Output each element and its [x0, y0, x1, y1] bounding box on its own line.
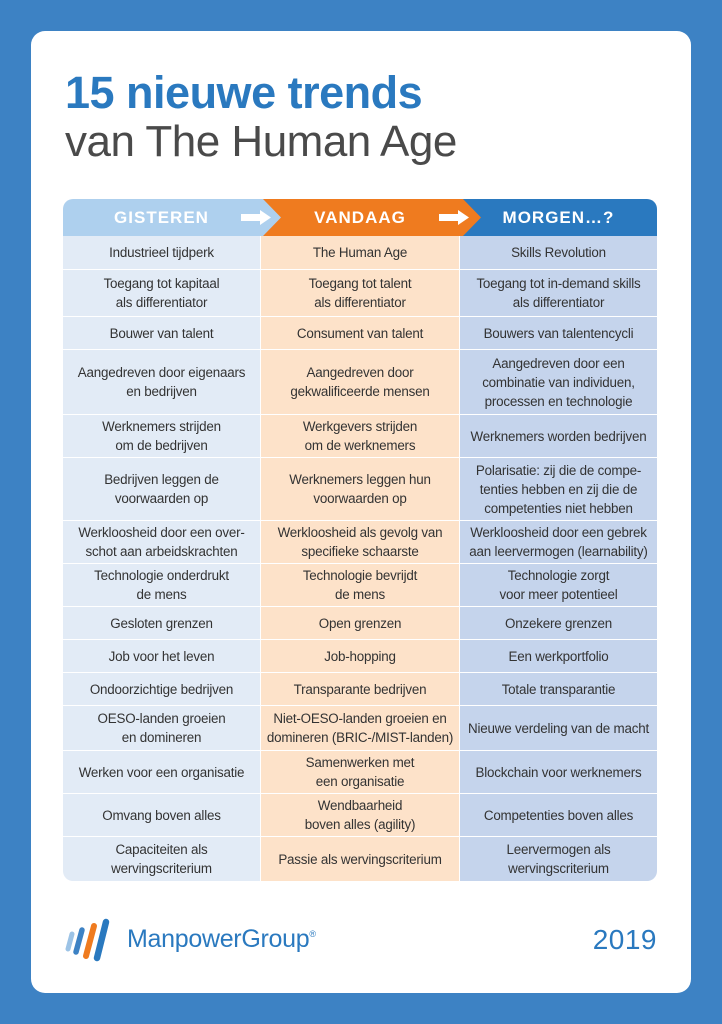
- cell-gisteren: [63, 458, 260, 520]
- cell-text: Totale transparantie: [501, 681, 616, 697]
- trends-table: [63, 199, 657, 881]
- cell-text: Wendbaarheid boven alles (agility): [304, 798, 416, 832]
- cell-morgen: [460, 350, 657, 414]
- table-header: [63, 199, 657, 236]
- cell-text: Niet-OESO-landen groeien en domineren (BRIC-/MIST-landen): [266, 711, 454, 745]
- cell-text: Toegang tot in-demand skills als differentiator: [476, 276, 641, 310]
- cell-text: Competenties boven alles: [483, 807, 634, 823]
- cell-text: Technologie zorgt voor meer potentieel: [499, 568, 618, 602]
- table-row: [63, 457, 657, 520]
- cell-gisteren: [63, 270, 260, 316]
- cell-text: Bedrijven leggen de voorwaarden op: [104, 472, 219, 506]
- cell-text: Omvang boven alles: [102, 807, 221, 823]
- cell-text: Skills Revolution: [511, 245, 606, 260]
- cell-vandaag: [261, 236, 459, 269]
- cell-gisteren: [63, 607, 260, 639]
- cell-morgen: [460, 317, 657, 349]
- cell-morgen: [460, 564, 657, 606]
- cell-gisteren: [63, 706, 260, 750]
- cell-vandaag: [261, 350, 459, 414]
- cell-text: Werknemers worden bedrijven: [470, 428, 647, 444]
- cell-text: Werkloosheid door een gebrek aan leervermogen (learnability): [469, 525, 648, 559]
- cell-morgen: [460, 458, 657, 520]
- cell-text: Toegang tot kapitaal als differentiator: [103, 276, 220, 310]
- cell-text: Leervermogen als wervingscriterium: [506, 842, 611, 876]
- cell-text: Technologie onderdrukt de mens: [94, 568, 229, 602]
- title-line-2: van The Human Age: [65, 117, 457, 166]
- table-row: [63, 414, 657, 457]
- table-row: [63, 349, 657, 414]
- cell-text: Onzekere grenzen: [505, 615, 612, 631]
- table-row: [63, 316, 657, 349]
- cell-gisteren: [63, 640, 260, 672]
- cell-text: Blockchain voor werknemers: [475, 764, 642, 780]
- cell-text: Polarisatie: zij die de compe- tenties hebben en zij die de competenties niet hebben: [475, 462, 642, 516]
- cell-gisteren: [63, 837, 260, 881]
- header-gisteren: GISTEREN: [114, 208, 209, 227]
- cell-text: Samenwerken met een organisatie: [305, 755, 415, 789]
- cell-vandaag: [261, 607, 459, 639]
- cell-vandaag: [261, 640, 459, 672]
- cell-morgen: [460, 837, 657, 881]
- cell-morgen: [460, 236, 657, 269]
- cell-text: Aangedreven door gekwalificeerde mensen: [290, 365, 430, 399]
- cell-vandaag: [261, 706, 459, 750]
- table-row: [63, 236, 657, 269]
- cell-morgen: [460, 415, 657, 457]
- table-row: [63, 269, 657, 316]
- table-row: [63, 836, 657, 881]
- cell-morgen: [460, 607, 657, 639]
- table-row: [63, 606, 657, 639]
- brand-text: ManpowerGroup: [127, 925, 310, 953]
- cell-text: Bouwer van talent: [109, 325, 214, 341]
- cell-text: OESO-landen groeien en domineren: [97, 711, 226, 745]
- cell-gisteren: [63, 794, 260, 836]
- cell-text: Open grenzen: [318, 615, 402, 631]
- cell-vandaag: [261, 673, 459, 705]
- cell-vandaag: [261, 794, 459, 836]
- table-row: [63, 672, 657, 705]
- cell-morgen: [460, 673, 657, 705]
- cell-gisteren: [63, 236, 260, 269]
- trademark: ®: [309, 929, 316, 939]
- table-body: [63, 236, 657, 881]
- cell-text: Werknemers strijden om de bedrijven: [102, 419, 221, 453]
- cell-morgen: [460, 640, 657, 672]
- cell-text: Passie als wervingscriterium: [278, 851, 442, 867]
- cell-gisteren: [63, 415, 260, 457]
- cell-vandaag: [261, 458, 459, 520]
- cell-text: Job-hopping: [324, 648, 396, 664]
- cell-text: Industrieel tijdperk: [109, 245, 214, 260]
- year: 2019: [592, 924, 657, 955]
- cell-morgen: [460, 270, 657, 316]
- table-row: [63, 750, 657, 793]
- cell-vandaag: [261, 270, 459, 316]
- cell-text: Werkgevers strijden om de werknemers: [302, 419, 418, 453]
- cell-text: Nieuwe verdeling van de macht: [467, 720, 650, 736]
- cell-vandaag: [261, 317, 459, 349]
- cell-gisteren: [63, 751, 260, 793]
- cell-gisteren: [63, 564, 260, 606]
- cell-text: Werkloosheid als gevolg van specifieke schaarste: [277, 525, 443, 559]
- cell-text: Gesloten grenzen: [110, 615, 213, 631]
- cell-vandaag: [261, 521, 459, 563]
- cell-text: Ondoorzichtige bedrijven: [89, 681, 234, 697]
- manpower-stripes-icon: [65, 916, 125, 966]
- cell-gisteren: [63, 673, 260, 705]
- header-vandaag: VANDAAG: [314, 208, 406, 227]
- cell-morgen: [460, 794, 657, 836]
- cell-text: Technologie bevrijdt de mens: [302, 568, 418, 602]
- cell-gisteren: [63, 350, 260, 414]
- cell-text: Toegang tot talent als differentiator: [308, 276, 412, 310]
- title-line-1: 15 nieuwe trends: [65, 67, 423, 118]
- cell-vandaag: [261, 751, 459, 793]
- cell-text: Werknemers leggen hun voorwaarden op: [289, 472, 431, 506]
- cell-morgen: [460, 706, 657, 750]
- cell-text: The Human Age: [312, 245, 408, 260]
- cell-morgen: [460, 521, 657, 563]
- cell-gisteren: [63, 521, 260, 563]
- cell-gisteren: [63, 317, 260, 349]
- header-morgen: MORGEN…?: [502, 208, 615, 227]
- table-row: [63, 705, 657, 750]
- cell-text: Transparante bedrijven: [293, 681, 427, 697]
- cell-text: Capaciteiten als wervingscriterium: [111, 842, 212, 876]
- cell-text: Werkloosheid door een over- schot aan arbeidskrachten: [78, 525, 245, 559]
- table-row: [63, 520, 657, 563]
- cell-text: Consument van talent: [296, 325, 424, 341]
- infographic-card: [31, 31, 691, 993]
- cell-vandaag: [261, 415, 459, 457]
- table-row: [63, 793, 657, 836]
- table-row: [63, 563, 657, 606]
- cell-text: Werken voor een organisatie: [78, 764, 245, 780]
- cell-text: Job voor het leven: [108, 648, 215, 664]
- brand-name: [127, 925, 316, 954]
- cell-vandaag: [261, 564, 459, 606]
- cell-text: Aangedreven door eigenaars en bedrijven: [77, 365, 246, 399]
- cell-text: Bouwers van talentencycli: [483, 325, 634, 341]
- cell-vandaag: [261, 837, 459, 881]
- table-row: [63, 639, 657, 672]
- cell-text: Aangedreven door een combinatie van individuen, processen en technologie: [482, 355, 635, 409]
- cell-text: Een werkportfolio: [508, 648, 609, 664]
- cell-morgen: [460, 751, 657, 793]
